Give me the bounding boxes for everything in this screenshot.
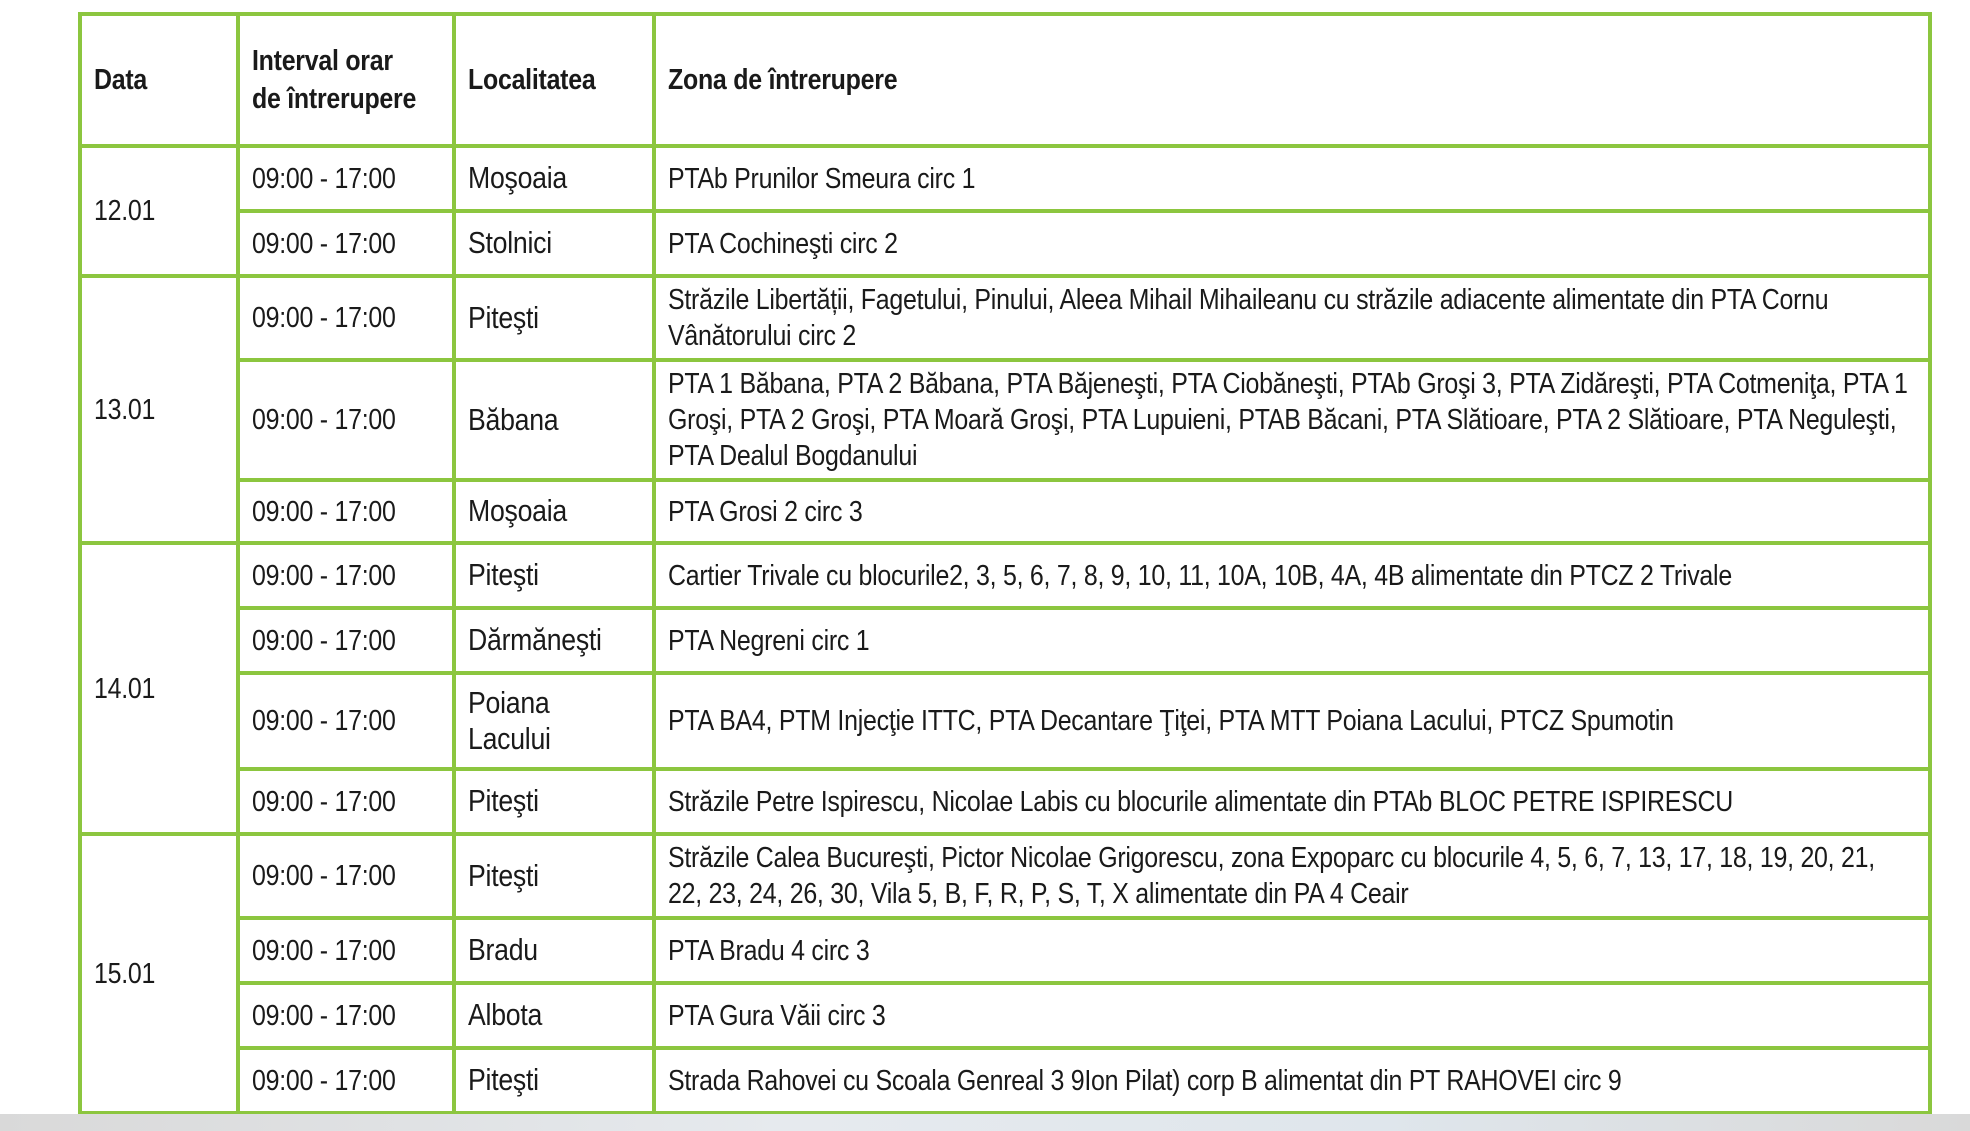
zone-cell: PTA 1 Băbana, PTA 2 Băbana, PTA Băjeneşti, PTA Ciobăneşti, PTAb Groşi 3, PTA Zidăreşti, PTA Cotmeniţa, PTA 1 Groşi, PTA 2 Groşi, PTA Moară Groşi, PTA Lupuieni, PTAB Băcani, PTA Slătioare, PTA 2 Slătioare, PTA Neguleşti, PTA Dealul Bogdanului [654,360,1930,480]
zone-cell: PTA Gura Văii circ 3 [654,983,1930,1048]
table-row [80,918,1930,983]
locality-cell: Stolnici [454,211,654,276]
date-cell: 14.01 [80,543,238,834]
interval-cell: 09:00 - 17:00 [238,543,454,608]
table-row [80,543,1930,608]
date-cell: 15.01 [80,834,238,1113]
interval-cell: 09:00 - 17:00 [238,834,454,918]
table-row [80,673,1930,769]
table-row [80,360,1930,480]
interval-cell: 09:00 - 17:00 [238,1048,454,1113]
zone-cell: Strada Rahovei cu Scoala Genreal 3 9Ion Pilat) corp B alimentat din PT RAHOVEI circ 9 [654,1048,1930,1113]
locality-cell: Bradu [454,918,654,983]
zone-cell: PTA Negreni circ 1 [654,608,1930,673]
table-row [80,276,1930,360]
interval-cell: 09:00 - 17:00 [238,673,454,769]
zone-cell: Străzile Petre Ispirescu, Nicolae Labis cu blocurile alimentate din PTAb BLOC PETRE ISPIRESCU [654,769,1930,834]
table-row [80,769,1930,834]
locality-cell: Moşoaia [454,480,654,543]
date-cell: 12.01 [80,146,238,276]
zone-cell: Străzile Calea Bucureşti, Pictor Nicolae Grigorescu, zona Expoparc cu blocurile 4, 5, 6, 7, 13, 17, 18, 19, 20, 21, 22, 23, 24, 26, 30, Vila 5, B, F, R, P, S, T, X alimentate din PA 4 Ceair [654,834,1930,918]
locality-cell: Piteşti [454,543,654,608]
zone-cell: Cartier Trivale cu blocurile2, 3, 5, 6, 7, 8, 9, 10, 11, 10A, 10B, 4A, 4B alimentate din PTCZ 2 Trivale [654,543,1930,608]
interval-cell: 09:00 - 17:00 [238,276,454,360]
zone-cell: Străzile Libertății, Fagetului, Pinului, Aleea Mihail Mihaileanu cu străzile adiacente alimentate din PTA Cornu Vânătorului circ 2 [654,276,1930,360]
locality-cell: Piteşti [454,769,654,834]
interval-cell: 09:00 - 17:00 [238,480,454,543]
locality-cell: Poiana Lacului [454,673,654,769]
header-row [80,14,1930,146]
interval-cell: 09:00 - 17:00 [238,918,454,983]
bottom-scroll-edge [0,1114,1970,1131]
interval-cell: 09:00 - 17:00 [238,211,454,276]
zone-cell: PTAb Prunilor Smeura circ 1 [654,146,1930,211]
header-locality: Localitatea [454,14,654,146]
table-row [80,480,1930,543]
table-body [80,146,1930,1113]
table-row [80,211,1930,276]
header-date: Data [80,14,238,146]
interval-cell: 09:00 - 17:00 [238,608,454,673]
locality-cell: Moşoaia [454,146,654,211]
locality-cell: Dărmăneşti [454,608,654,673]
table-row [80,608,1930,673]
outage-schedule-table [78,12,1932,1115]
table-row [80,983,1930,1048]
zone-cell: PTA BA4, PTM Injecţie ITTC, PTA Decantare Ţiţei, PTA MTT Poiana Lacului, PTCZ Spumotin [654,673,1930,769]
interval-cell: 09:00 - 17:00 [238,146,454,211]
locality-cell: Albota [454,983,654,1048]
table-row [80,834,1930,918]
locality-cell: Piteşti [454,834,654,918]
zone-cell: PTA Cochineşti circ 2 [654,211,1930,276]
interval-cell: 09:00 - 17:00 [238,769,454,834]
interval-cell: 09:00 - 17:00 [238,360,454,480]
locality-cell: Piteşti [454,1048,654,1113]
header-zone: Zona de întrerupere [654,14,1930,146]
locality-cell: Băbana [454,360,654,480]
header-interval: Interval orar de întrerupere [238,14,454,146]
interval-cell: 09:00 - 17:00 [238,983,454,1048]
table-row [80,1048,1930,1113]
locality-cell: Piteşti [454,276,654,360]
zone-cell: PTA Grosi 2 circ 3 [654,480,1930,543]
date-cell: 13.01 [80,276,238,543]
table-row [80,146,1930,211]
zone-cell: PTA Bradu 4 circ 3 [654,918,1930,983]
